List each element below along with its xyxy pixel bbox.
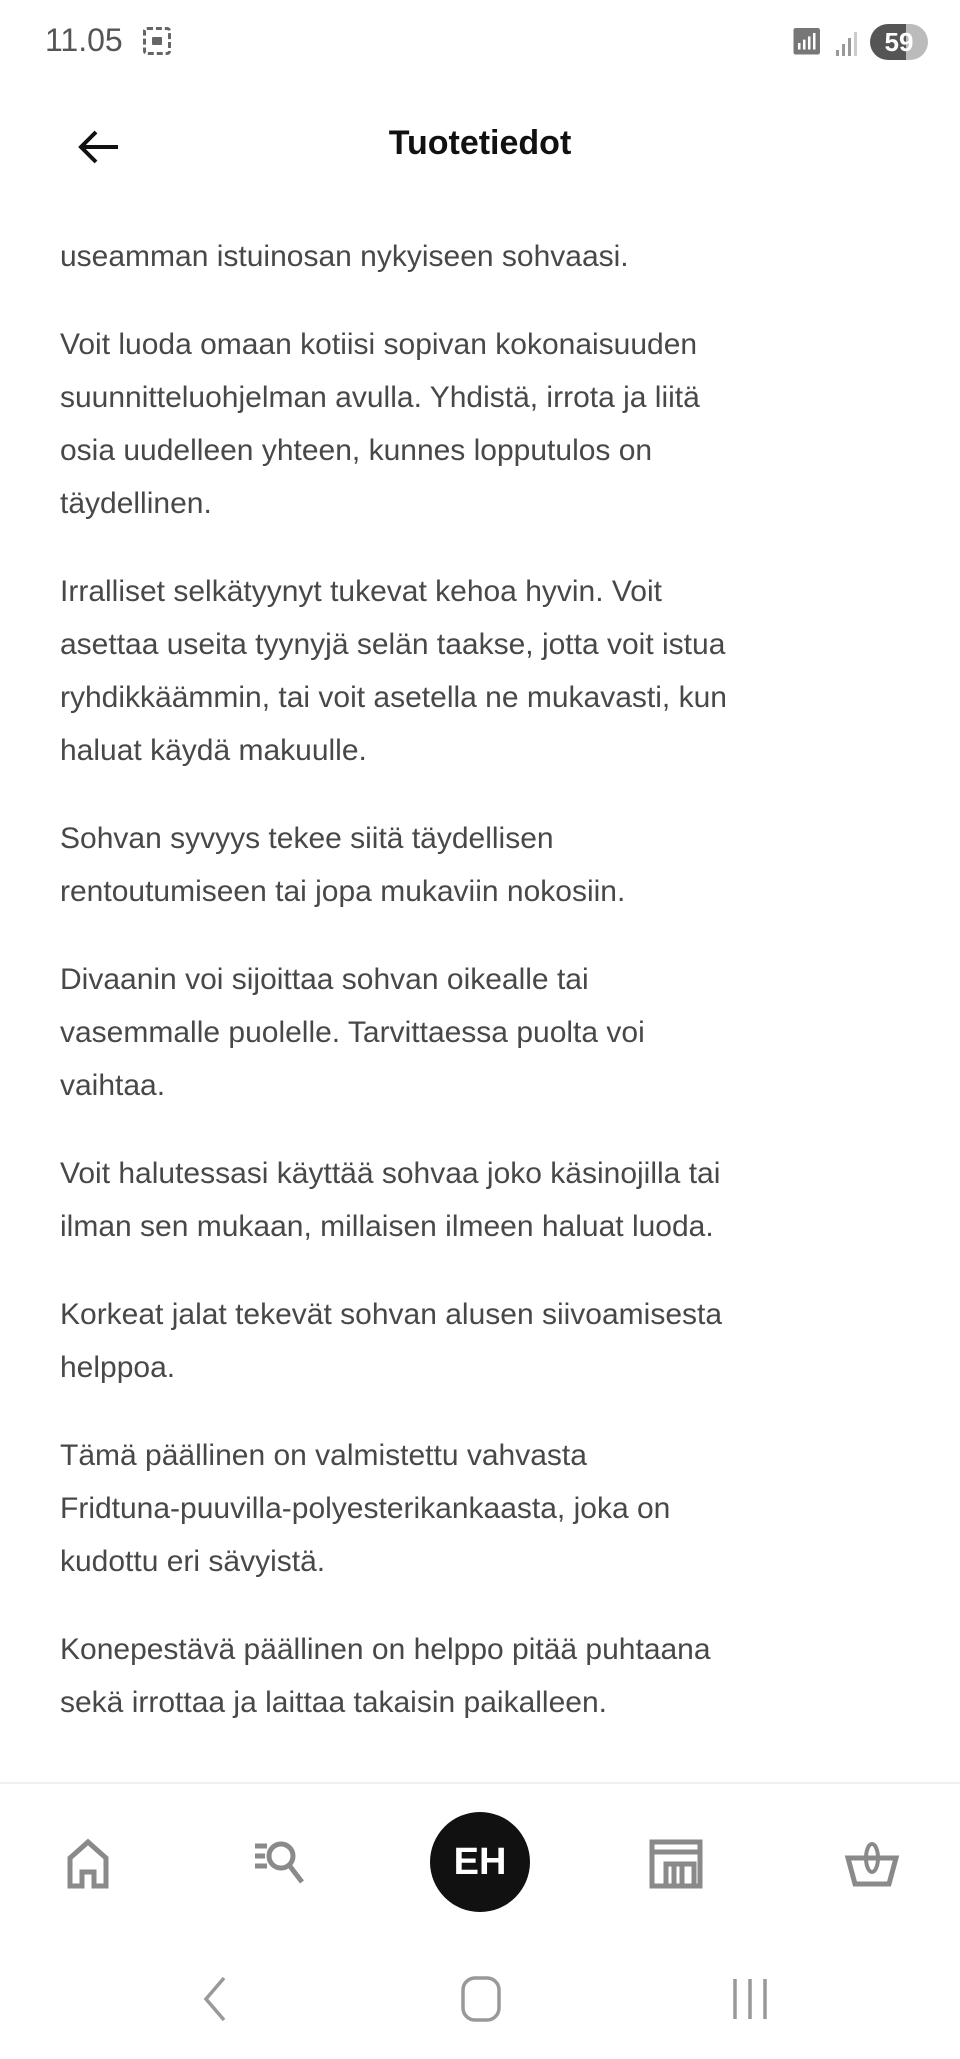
nav-store[interactable] <box>648 1836 704 1892</box>
recents-icon <box>730 1974 770 2024</box>
battery-indicator: 59 <box>870 24 928 60</box>
app-header <box>0 100 960 194</box>
paragraph-line: kudottu eri sävyistä. <box>60 1545 326 1578</box>
paragraph-line: Tämä päällinen on valmistettu vahvasta <box>60 1439 587 1472</box>
signal-icon <box>836 30 857 56</box>
description-paragraph <box>60 1623 920 1729</box>
paragraph-line: vaihtaa. <box>60 1069 166 1102</box>
paragraph-line: ilman sen mukaan, millaisen ilmeen haluat luoda. <box>60 1210 714 1243</box>
description-paragraph <box>60 230 920 283</box>
paragraph-line: Fridtuna-puuvilla-polyesterikankaasta, joka on <box>60 1492 671 1525</box>
paragraph-line: asettaa useita tyynyjä selän taakse, jotta voit istua <box>60 628 726 661</box>
paragraph-line: useamman istuinosan nykyiseen sohvaasi. <box>60 240 629 273</box>
description-paragraph <box>60 565 920 777</box>
paragraph-line: vasemmalle puolelle. Tarvittaessa puolta voi <box>60 1016 645 1049</box>
paragraph-line: sekä irrottaa ja laittaa takaisin paikalleen. <box>60 1686 607 1719</box>
paragraph-line: ryhdikkäämmin, tai voit asetella ne mukavasti, kun <box>60 681 727 714</box>
search-list-icon <box>253 1836 309 1892</box>
paragraph-line: osia uudelleen yhteen, kunnes lopputulos on <box>60 434 653 467</box>
paragraph-line: Irralliset selkätyynyt tukevat kehoa hyvin. Voit <box>60 575 662 608</box>
paragraph-line: Konepestävä päällinen on helppo pitää puhtaana <box>60 1633 711 1666</box>
nav-basket[interactable] <box>844 1836 900 1892</box>
nav-home[interactable] <box>60 1836 116 1892</box>
paragraph-line: Korkeat jalat tekevät sohvan alusen siivoamisesta <box>60 1298 723 1331</box>
description-paragraph <box>60 812 920 918</box>
paragraph-line: täydellinen. <box>60 487 212 520</box>
paragraph-line: Divaanin voi sijoittaa sohvan oikealle tai <box>60 963 589 996</box>
system-recents-button[interactable] <box>730 1974 770 2029</box>
description-paragraph <box>60 953 920 1112</box>
description-paragraph <box>60 1147 920 1253</box>
home-square-icon <box>460 1974 502 2024</box>
screenshot-icon <box>143 27 171 55</box>
paragraph-line: suunnitteluohjelman avulla. Yhdistä, irrota ja liitä <box>60 381 700 414</box>
status-time: 11.05 <box>45 22 123 58</box>
system-navigation <box>0 1960 960 2040</box>
product-description <box>60 230 920 1764</box>
store-icon <box>648 1836 704 1892</box>
page-title: Tuotetiedot <box>388 124 572 162</box>
system-back-button[interactable] <box>200 1974 230 2029</box>
profile-avatar[interactable]: EH <box>430 1812 530 1912</box>
paragraph-line: haluat käydä makuulle. <box>60 734 367 767</box>
paragraph-line: Sohvan syvyys tekee siitä täydellisen <box>60 822 554 855</box>
nav-search[interactable] <box>253 1836 309 1892</box>
paragraph-line: Voit halutessasi käyttää sohvaa joko käsinojilla tai <box>60 1157 721 1190</box>
paragraph-line: rentoutumiseen tai jopa mukaviin nokosiin. <box>60 875 626 908</box>
wifi-icon: 📶︎ <box>790 26 824 56</box>
paragraph-line: Voit luoda omaan kotiisi sopivan kokonaisuuden <box>60 328 698 361</box>
status-bar <box>0 0 960 84</box>
basket-icon <box>844 1836 900 1892</box>
system-home-button[interactable] <box>460 1974 502 2029</box>
description-paragraph <box>60 1429 920 1588</box>
description-paragraph <box>60 1288 920 1394</box>
chevron-left-icon <box>200 1974 230 2024</box>
paragraph-line: helppoa. <box>60 1351 176 1384</box>
home-icon <box>60 1836 116 1892</box>
description-paragraph <box>60 318 920 530</box>
bottom-navigation <box>0 1782 960 1944</box>
